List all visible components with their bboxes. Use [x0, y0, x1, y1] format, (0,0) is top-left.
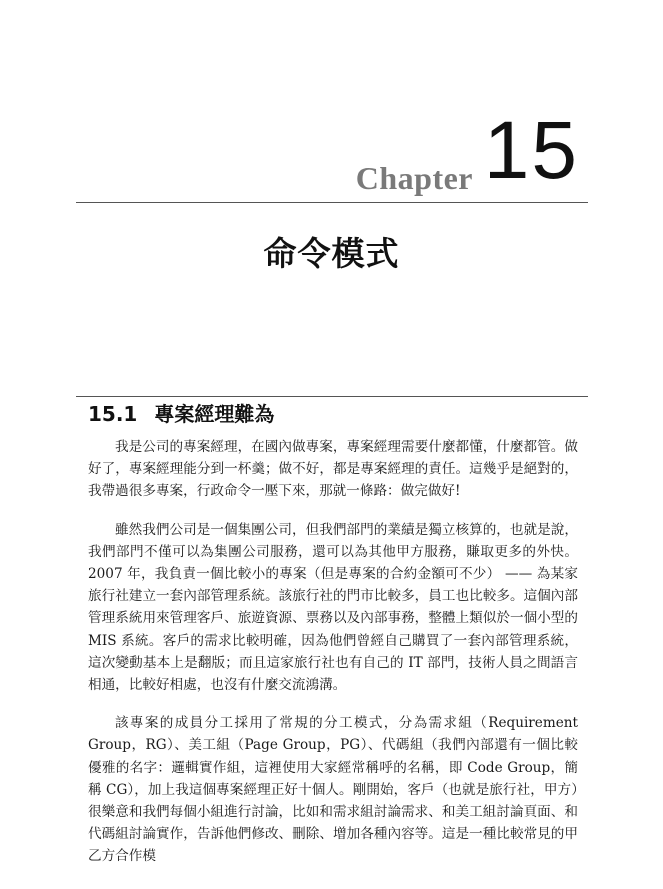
paragraph-1: 我是公司的專案經理，在國內做專案，專案經理需要什麼都懂，什麼都管。做好了，專案經理能分到一杯羹；做不好，都是專案經理的責任。這幾乎是絕對的，我帶過很多專案，行政命令一壓下來，那就一條路：做完做好!	[88, 439, 578, 500]
body-text	[88, 436, 578, 884]
chapter-divider	[76, 202, 588, 203]
section-number: 15.1	[88, 402, 138, 426]
chapter-number: 15	[483, 105, 579, 196]
section-heading	[88, 398, 274, 427]
chapter-title: 命令模式	[263, 234, 400, 273]
chapter-label: Chapter	[355, 160, 473, 196]
section-divider	[76, 396, 588, 397]
paragraph-2: 雖然我們公司是一個集團公司，但我們部門的業績是獨立核算的，也就是說，我們部門不僅可以為集團公司服務，還可以為其他甲方服務，賺取更多的外快。2007 年，我負責一個比較小的專案（但是專案的合約金額可不少） —— 為某家旅行社建立一套內部管理系統。該旅行社的門市比較多，員工也比較多。這個內部管理系統用來管理客戶、旅遊資源、票務以及內部事務，整體上類似於一個小型的 MIS 系統。客戶的需求比較明確，因為他們曾經自己購買了一套內部管理系統，這次變動基本上是翻版；而且這家旅行社也有自己的 IT 部門，技術人員之間語言相通，比較好相處，也沒有什麼交流鴻溝。	[88, 521, 578, 694]
section-title: 專案經理難為	[154, 402, 275, 426]
chapter-header	[0, 105, 663, 203]
paragraph-3: 該專案的成員分工採用了常規的分工模式，分為需求組（Requirement Group，RG）、美工組（Page Group，PG）、代碼組（我們內部還有一個比較優雅的名字：邏輯實作組，這裡使用大家經常稱呼的名稱，即 Code Group，簡稱 CG），加上我這個專案經理正好十個人。剛開始，客戶（也就是旅行社，甲方）很樂意和我們每個小組進行討論，比如和需求組討論需求、和美工組討論頁面、和代碼組討論實作，告訴他們修改、刪除、增加各種內容等。這是一種比較常見的甲乙方合作模	[88, 715, 578, 865]
